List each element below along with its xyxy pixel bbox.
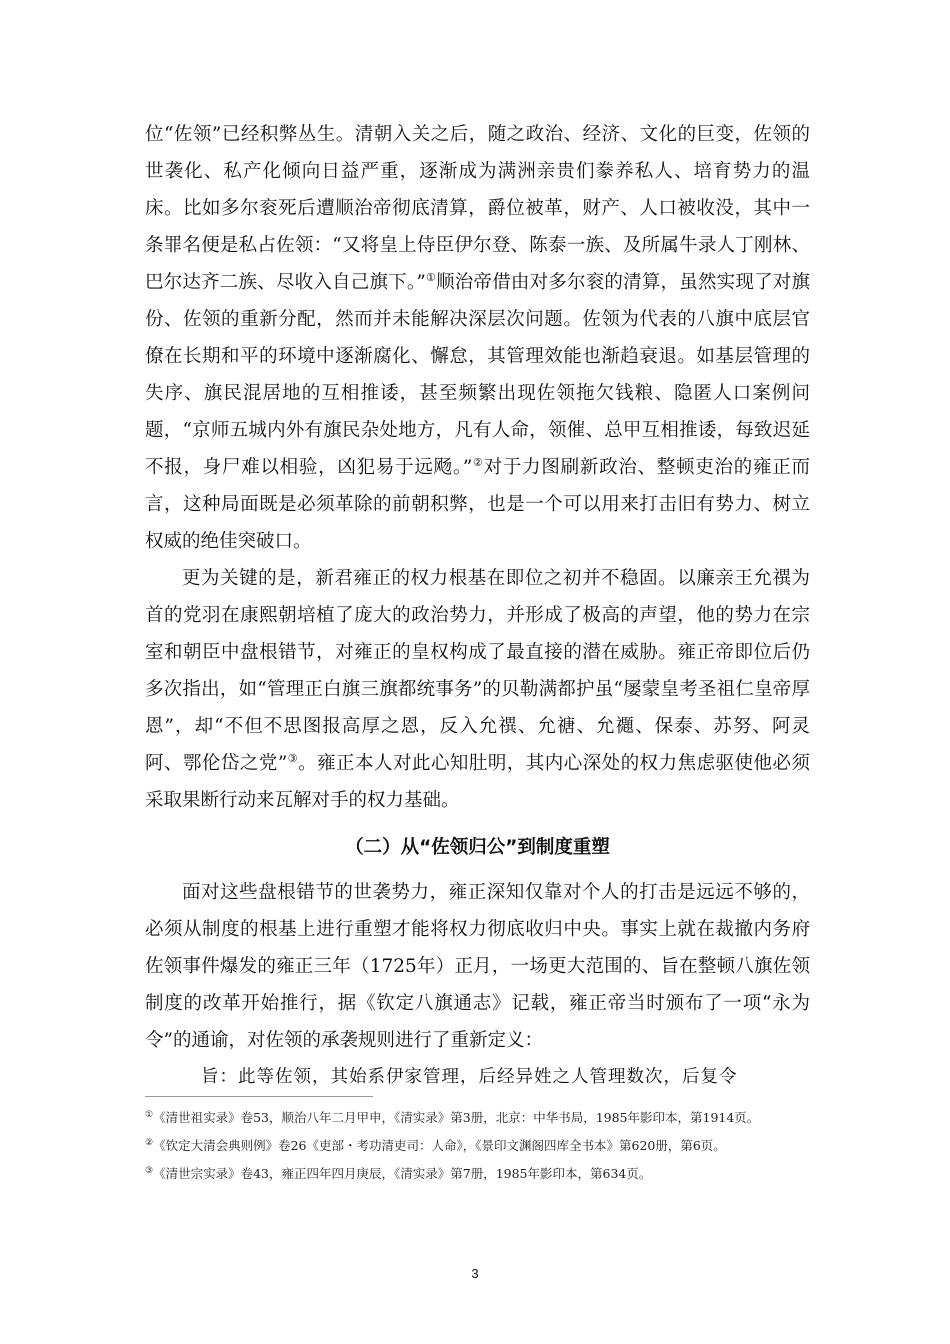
footnote-ref-1[interactable]: ① xyxy=(425,270,437,284)
section-heading: （二）从“佐领归公”到制度重塑 xyxy=(345,837,610,858)
paragraph-1 xyxy=(145,116,810,560)
paragraph-1-text-c: 对于力图刷新政治、整顿吏治的雍正而言，这种局面既是必须革除的前朝积弊，也是一个可以用来打击旧有势力、树立权威的绝佳突破口。 xyxy=(145,457,810,552)
paragraph-3-text: 面对这些盘根错节的世袭势力，雍正深知仅靠对个人的打击是远远不够的，必须从制度的根基上进行重塑才能将权力彻底收归中央。事实上就在裁撤内务府佐领事件爆发的雍正三年（1725年）正月，一场更大范围的、旨在整顿八旗佐领制度的改革开始推行，据《钦定八旗通志》记载，雍正帝当时颁布了一项“永为令”的通谕，对佐领的承袭规则进行了重新定义： xyxy=(145,882,810,1051)
paragraph-3 xyxy=(145,874,810,1059)
footnote-mark-1: ① xyxy=(145,1109,154,1120)
body-text xyxy=(145,116,810,1096)
block-quote: 旨：此等佐领，其始系伊家管理，后经异姓之人管理数次，后复令 xyxy=(201,1067,738,1087)
paragraph-2 xyxy=(145,560,810,819)
footnote-text-3: 《清世宗实录》卷43，雍正四年四月庚辰，《清实录》第7册，1985年影印本，第634页。 xyxy=(153,1166,652,1181)
footnote-ref-2[interactable]: ② xyxy=(472,455,484,469)
paragraph-2-text-a: 更为关键的是，新君雍正的权力根基在即位之初并不稳固。以廉亲王允禩为首的党羽在康熙朝培植了庞大的政治势力，并形成了极高的声望，他的势力在宗室和朝臣中盘根错节，对雍正的皇权构成了最直接的潜在威胁。雍正帝即位后仍多次指出，如“管理正白旗三旗都统事务”的贝勒满都护虽“屡蒙皇考圣祖仁皇帝厚恩”，却“不但不思图报高厚之恩，反入允禩、允禟、允禵、保泰、苏努、阿灵阿、鄂伦岱之党” xyxy=(145,568,810,774)
footnotes xyxy=(145,1107,813,1191)
footnote-1 xyxy=(145,1107,813,1128)
footnote-text-1: 《清世祖实录》卷53，顺治八年二月甲申，《清实录》第3册，北京：中华书局，1985年影印本，第1914页。 xyxy=(153,1110,760,1125)
page-number: 3 xyxy=(471,1266,479,1281)
footnote-2 xyxy=(145,1135,813,1156)
paragraph-2-text-b: 。雍正本人对此心知肚明，其内心深处的权力焦虑驱使他必须采取果断行动来瓦解对手的权力基础。 xyxy=(145,753,810,811)
footnote-3 xyxy=(145,1163,813,1184)
footnote-text-2: 《钦定大清会典则例》卷26《吏部・考功清吏司：人命》，《景印文渊阁四库全书本》第620册，第6页。 xyxy=(153,1138,726,1153)
footnote-mark-2: ② xyxy=(145,1137,154,1148)
footnote-separator xyxy=(145,1096,373,1097)
paragraph-1-text-a: 位“佐领”已经积弊丛生。清朝入关之后，随之政治、经济、文化的巨变，佐领的世袭化、私产化倾向日益严重，逐渐成为满洲亲贵们豢养私人、培育势力的温床。比如多尔衮死后遭顺治帝彻底清算，爵位被革，财产、人口被收没，其中一条罪名便是私占佐领：“又将皇上侍臣伊尔登、陈泰一族、及所属牛录人丁刚林、巴尔达齐二族、尽收入自己旗下。” xyxy=(145,124,810,293)
paragraph-1-text-b: 顺治帝借由对多尔衮的清算，虽然实现了对旗份、佐领的重新分配，然而并未能解决深层次问题。佐领为代表的八旗中底层官僚在长期和平的环境中逐渐腐化、懈怠，其管理效能也渐趋衰退。如基层管理的失序、旗民混居地的互相推诿，甚至频繁出现佐领拖欠钱粮、隐匿人口案例问题，“京师五城内外有旗民杂处地方，凡有人命，领催、总甲互相推诿，每致迟延不报，身尸难以相验，凶犯易于远飏。” xyxy=(145,272,810,478)
footnote-mark-3: ③ xyxy=(145,1165,154,1176)
footnote-ref-3[interactable]: ③ xyxy=(287,751,299,765)
